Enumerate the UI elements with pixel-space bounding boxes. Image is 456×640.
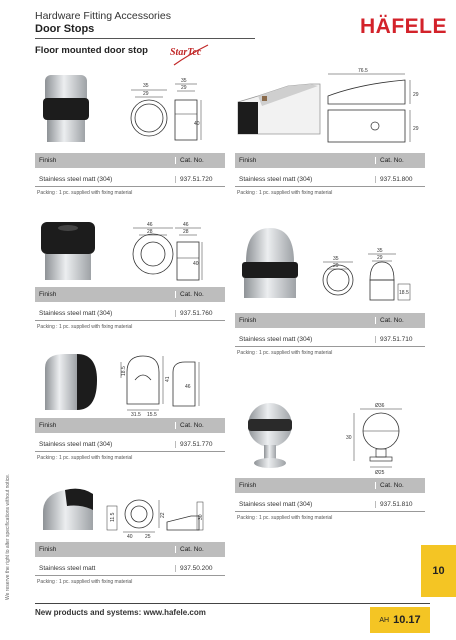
startec-badge (170, 41, 210, 67)
finish-value: Stainless steel matt (304) (239, 500, 313, 508)
packing-note: Packing : 1 pc. supplied with fixing material (37, 455, 133, 461)
cat-header: Cat. No. (375, 482, 425, 489)
dim-text: 35 (377, 248, 383, 254)
finish-value: Stainless steel matt (39, 564, 96, 572)
product-7-drawing (35, 478, 205, 540)
product-5-drawing (35, 350, 205, 418)
footer-label: New products and systems: (35, 608, 142, 617)
website-link[interactable]: www.hafele.com (143, 608, 206, 617)
startec-label: StarTec (170, 47, 202, 58)
product-2-drawing (230, 66, 430, 152)
packing-note: Packing : 1 pc. supplied with fixing material (37, 324, 133, 330)
dim-text: 30 (198, 514, 204, 520)
packing-note: Packing : 1 pc. supplied with fixing material (37, 190, 133, 196)
cat-number: 937.51.800 (375, 176, 425, 183)
cat-header: Cat. No. (175, 157, 225, 164)
product-2-table (235, 153, 425, 196)
dim-text: 29 (377, 255, 383, 261)
dim-text: 18.5 (399, 290, 409, 296)
steel-base-icon (45, 254, 91, 280)
cat-header: Cat. No. (175, 422, 225, 429)
steel-base-icon (244, 278, 296, 298)
product-7-table (35, 542, 225, 585)
finish-header: Finish (239, 482, 257, 489)
product-6-drawing (230, 395, 430, 477)
chapter-tab-label: 10 (432, 565, 445, 577)
dim-text: 25 (145, 534, 151, 540)
dim-text: 29 (143, 91, 149, 97)
section-prefix: AH (379, 616, 390, 624)
dim-text: 29 (333, 263, 339, 269)
steel-base-icon (254, 458, 286, 468)
dim-text: 29 (413, 92, 419, 98)
steel-dome-icon (246, 228, 294, 262)
chapter-tab[interactable] (421, 545, 456, 597)
dim-text: 46 (147, 222, 153, 228)
dim-text: 76.5 (358, 68, 368, 74)
cat-number: 937.51.710 (375, 336, 425, 343)
product-6-table (235, 478, 425, 521)
finish-header: Finish (39, 291, 57, 298)
rubber-ring-icon (242, 262, 298, 278)
dim-text: 28 (183, 229, 189, 235)
finish-value: Stainless steel matt (304) (39, 440, 113, 448)
page-number-box (370, 607, 430, 633)
finish-header: Finish (39, 157, 57, 164)
product-4-table (235, 313, 425, 356)
rubber-bumper-icon (77, 354, 97, 410)
cat-number: 937.51.810 (375, 501, 425, 508)
dim-text: 40 (194, 121, 200, 127)
packing-note: Packing : 1 pc. supplied with fixing material (237, 190, 333, 196)
packing-note: Packing : 1 pc. supplied with fixing material (237, 515, 333, 521)
cat-number: 937.51.760 (175, 310, 225, 317)
product-1-drawing (35, 70, 205, 152)
screw-hole-icon (371, 122, 379, 130)
product-5-table (35, 418, 225, 461)
rubber-pad-icon (238, 102, 258, 134)
hafele-logo: HÄFELE (360, 15, 447, 38)
rubber-ring-icon (43, 98, 89, 120)
product-3-drawing (35, 218, 205, 286)
section-title: Floor mounted door stop (35, 45, 148, 56)
rubber-ring-icon (248, 419, 292, 431)
cat-header: Cat. No. (375, 157, 425, 164)
packing-note: Packing : 1 pc. supplied with fixing material (37, 579, 133, 585)
cat-number: 937.50.200 (175, 565, 225, 572)
dim-text: 35 (333, 256, 339, 262)
cat-header: Cat. No. (175, 546, 225, 553)
cat-number: 937.51.720 (175, 176, 225, 183)
product-1-table (35, 153, 225, 196)
dim-text: 28 (147, 229, 153, 235)
dim-text: 40 (193, 261, 199, 267)
dim-text: Ø36 (375, 403, 385, 409)
dim-text: 11.5 (110, 512, 116, 522)
finish-header: Finish (39, 422, 57, 429)
finish-value: Stainless steel matt (304) (239, 175, 313, 183)
dim-text: 18.5 (121, 366, 127, 376)
product-3-table (35, 287, 225, 330)
header-divider (35, 38, 255, 39)
steel-body-icon (45, 354, 77, 410)
cat-header: Cat. No. (375, 317, 425, 324)
packing-note: Packing : 1 pc. supplied with fixing material (237, 350, 333, 356)
dim-text: 41 (165, 376, 171, 382)
finish-header: Finish (239, 157, 257, 164)
page-title: Door Stops (35, 23, 95, 35)
dim-text: 46 (185, 384, 191, 390)
finish-value: Stainless steel matt (304) (239, 335, 313, 343)
finish-value: Stainless steel matt (304) (39, 175, 113, 183)
dim-text: 15.5 (147, 412, 157, 418)
header-category: Hardware Fitting Accessories (35, 10, 171, 22)
footer-text (35, 608, 206, 617)
page-number: 10.17 (393, 614, 421, 626)
dim-text: Ø25 (375, 470, 385, 476)
dim-text: 35 (181, 78, 187, 84)
dim-text: 31.5 (131, 412, 141, 418)
dim-text: 35 (143, 83, 149, 89)
dim-text: 22 (160, 512, 166, 518)
finish-header: Finish (39, 546, 57, 553)
product-4-drawing (230, 222, 430, 312)
dim-text: 46 (183, 222, 189, 228)
finish-value: Stainless steel matt (304) (39, 309, 113, 317)
finish-header: Finish (239, 317, 257, 324)
dim-text: 30 (346, 435, 352, 441)
cat-number: 937.51.770 (175, 441, 225, 448)
dim-text: 40 (127, 534, 133, 540)
dim-text: 29 (413, 126, 419, 132)
footer-divider (35, 603, 430, 604)
disclaimer-note: We reserve the right to alter specifications without notice. (5, 473, 11, 600)
cat-header: Cat. No. (175, 291, 225, 298)
steel-base-icon (47, 120, 85, 142)
dim-text: 29 (181, 85, 187, 91)
